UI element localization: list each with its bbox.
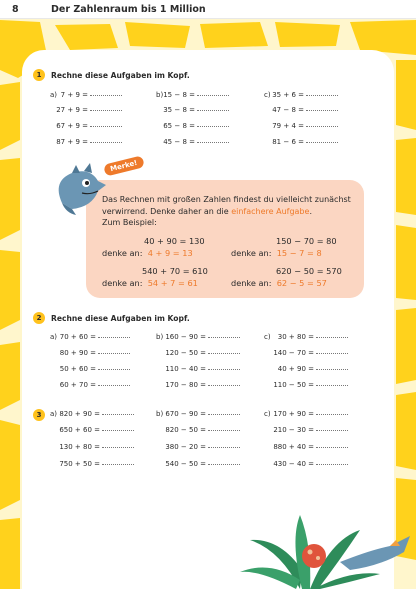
answer-line[interactable]: [90, 110, 122, 111]
page-header: [0, 0, 416, 19]
task-1b-label: b): [156, 91, 164, 99]
task-2-heading: [33, 312, 190, 324]
answer-line[interactable]: [306, 95, 338, 96]
answer-line[interactable]: [90, 126, 122, 127]
merke-example-label: Zum Beispiel:: [102, 218, 157, 227]
task-3-heading: [33, 409, 45, 421]
example-1-small: denke an: 4 + 9 = 13: [102, 248, 193, 258]
merke-highlight: einfachere Aufgabe: [231, 206, 310, 216]
answer-line[interactable]: [306, 110, 338, 111]
task-1a-label: a): [50, 91, 58, 99]
answer-line[interactable]: [98, 337, 130, 338]
answer-line[interactable]: [208, 447, 240, 448]
merke-box: [86, 180, 364, 298]
task-2-number: 2: [33, 312, 45, 324]
answer-line[interactable]: [90, 95, 122, 96]
answer-line[interactable]: [98, 385, 130, 386]
answer-line[interactable]: [316, 385, 348, 386]
example-1-big: 40 + 90 = 130: [144, 236, 205, 246]
page-number: 8: [12, 4, 19, 15]
answer-line[interactable]: [102, 447, 134, 448]
answer-line[interactable]: [197, 95, 229, 96]
answer-line[interactable]: [306, 126, 338, 127]
task-2-instruction: Rechne diese Aufgaben im Kopf.: [51, 313, 190, 323]
answer-line[interactable]: [197, 126, 229, 127]
answer-line[interactable]: [208, 430, 240, 431]
example-4-big: 620 − 50 = 570: [276, 266, 342, 276]
answer-line[interactable]: [102, 430, 134, 431]
merke-tag: Merke!: [103, 155, 144, 176]
merke-text: Das Rechnen mit großen Zahlen findest du vielleicht zunächst verwirrend. Denke daher an die einfachere Aufgabe. Zum Beispiel:: [102, 195, 351, 227]
answer-line[interactable]: [208, 337, 240, 338]
answer-line[interactable]: [316, 430, 348, 431]
example-2-big: 150 − 70 = 80: [276, 236, 337, 246]
example-3-small: denke an: 54 + 7 = 61: [102, 278, 198, 288]
answer-line[interactable]: [306, 142, 338, 143]
answer-line[interactable]: [316, 337, 348, 338]
answer-line[interactable]: [98, 369, 130, 370]
answer-line[interactable]: [208, 464, 240, 465]
task-1-heading: [33, 69, 190, 81]
answer-line[interactable]: [208, 414, 240, 415]
task-1-instruction: Rechne diese Aufgaben im Kopf.: [51, 70, 190, 80]
example-4-small: denke an: 62 − 5 = 57: [231, 278, 327, 288]
task-3-number: 3: [33, 409, 45, 421]
answer-line[interactable]: [90, 142, 122, 143]
answer-line[interactable]: [208, 385, 240, 386]
answer-line[interactable]: [316, 369, 348, 370]
answer-line[interactable]: [98, 353, 130, 354]
answer-line[interactable]: [316, 447, 348, 448]
plant-dragon-illustration-icon: [240, 510, 416, 589]
answer-line[interactable]: [316, 414, 348, 415]
example-3-big: 540 + 70 = 610: [142, 266, 208, 276]
task-1c-label: c): [264, 91, 271, 99]
answer-line[interactable]: [197, 142, 229, 143]
answer-line[interactable]: [208, 353, 240, 354]
page-title: Der Zahlenraum bis 1 Million: [51, 4, 206, 15]
answer-line[interactable]: [208, 369, 240, 370]
example-2-small: denke an: 15 − 7 = 8: [231, 248, 322, 258]
answer-line[interactable]: [316, 464, 348, 465]
answer-line[interactable]: [102, 464, 134, 465]
answer-line[interactable]: [102, 414, 134, 415]
dragon-mascot-icon: [42, 163, 108, 217]
answer-line[interactable]: [197, 110, 229, 111]
answer-line[interactable]: [316, 353, 348, 354]
task-1-number: 1: [33, 69, 45, 81]
